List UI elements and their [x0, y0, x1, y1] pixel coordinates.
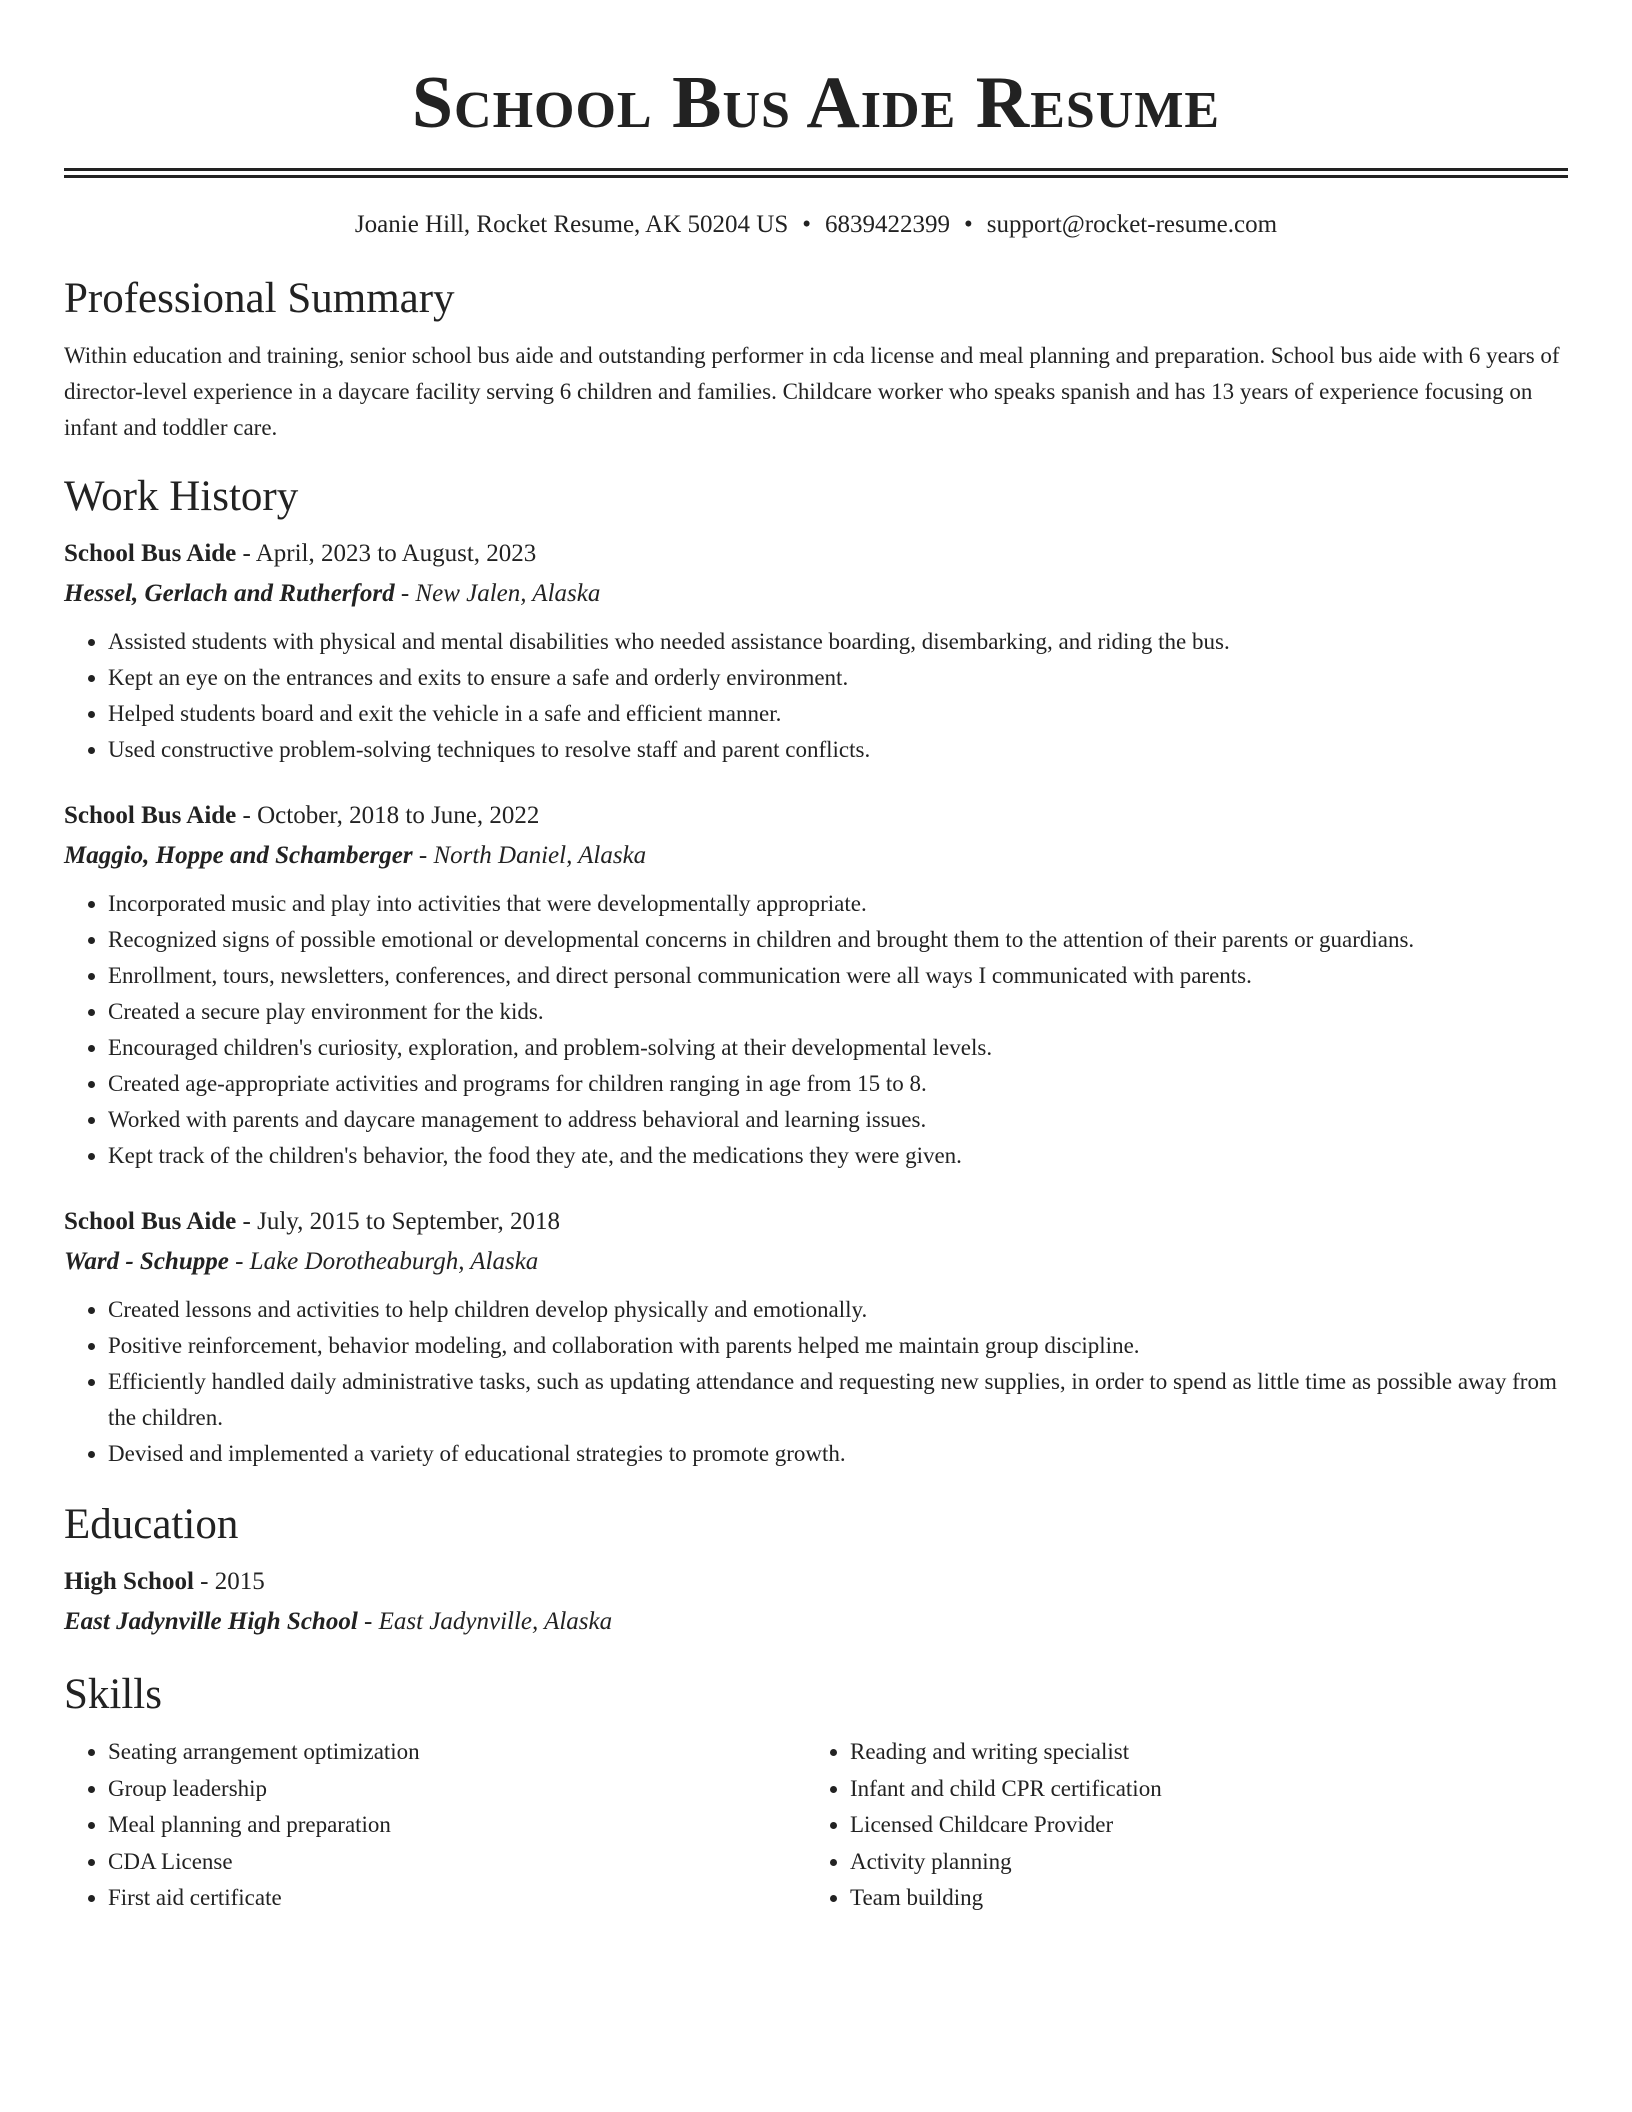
job-bullets	[64, 1292, 1568, 1472]
skill-item: • CDA License	[108, 1844, 806, 1881]
skill-item: • Seating arrangement optimization	[108, 1734, 806, 1771]
job-bullet: • Positive reinforcement, behavior modeling, and collaboration with parents helped me maintain group discipline.	[108, 1328, 1568, 1364]
job-bullets	[64, 886, 1568, 1174]
company-name: Hessel, Gerlach and Rutherford	[64, 580, 395, 607]
document-title: School Bus Aide Resume	[411, 62, 1221, 144]
company-line	[64, 838, 1568, 874]
job-bullet: • Worked with parents and daycare management to address behavioral and learning issues.	[108, 1102, 1568, 1138]
skill-item: • Meal planning and preparation	[108, 1807, 806, 1844]
company-location: - Lake Dorotheaburgh, Alaska	[228, 1248, 539, 1275]
education-heading: Education	[64, 1501, 239, 1548]
job-bullets	[64, 624, 1568, 768]
title-double-rule	[64, 168, 1568, 178]
job-entry-1	[64, 536, 1568, 768]
degree: High School	[64, 1568, 194, 1595]
degree-line	[64, 1564, 1568, 1600]
job-bullet: • Created lessons and activities to help children develop physically and emotionally.	[108, 1292, 1568, 1328]
school-name: East Jadynville High School	[64, 1608, 358, 1635]
skill-item: • Group leadership	[108, 1771, 806, 1808]
skill-item: • First aid certificate	[108, 1880, 806, 1917]
company-line	[64, 576, 1568, 612]
company-line	[64, 1244, 1568, 1280]
school-location: - East Jadynville, Alaska	[357, 1608, 613, 1635]
summary-text: Within education and training, senior school bus aide and outstanding performer in cda license and meal planning and preparation. School bus aide with 6 years of director-level experience in a daycare facility serving 6 children and families. Childcare worker who speaks spanish and has 13 years of experience focusing on infant and toddler care.	[64, 343, 1560, 440]
contact-line	[64, 208, 1568, 242]
job-title-line	[64, 798, 1568, 834]
resume-page	[64, 0, 1568, 1917]
contact-address: Joanie Hill, Rocket Resume, AK 50204 US	[354, 211, 789, 238]
company-name: Ward - Schuppe	[64, 1248, 229, 1275]
job-bullet: • Helped students board and exit the vehicle in a safe and efficient manner.	[108, 696, 1568, 732]
job-bullet: • Kept an eye on the entrances and exits to ensure a safe and orderly environment.	[108, 660, 1568, 696]
contact-separator: •	[802, 211, 811, 238]
job-bullet: • Assisted students with physical and mental disabilities who needed assistance boarding, disembarking, and riding the bus.	[108, 624, 1568, 660]
contact-email: support@rocket-resume.com	[986, 211, 1278, 238]
job-title: School Bus Aide	[64, 540, 237, 567]
skills-grid	[64, 1734, 1568, 1917]
skills-column-left	[64, 1734, 806, 1917]
job-dates: - October, 2018 to June, 2022	[236, 802, 540, 829]
job-title: School Bus Aide	[64, 1208, 237, 1235]
skills-column-right	[806, 1734, 1548, 1917]
skill-item: • Team building	[850, 1880, 1548, 1917]
company-location: - North Daniel, Alaska	[412, 842, 647, 869]
job-entry-3	[64, 1204, 1568, 1472]
job-dates: - July, 2015 to September, 2018	[236, 1208, 561, 1235]
skill-item: • Activity planning	[850, 1844, 1548, 1881]
job-bullet: • Incorporated music and play into activities that were developmentally appropriate.	[108, 886, 1568, 922]
skills-heading: Skills	[64, 1671, 162, 1718]
education-entry	[64, 1564, 1568, 1640]
job-bullet: • Efficiently handled daily administrative tasks, such as updating attendance and requesting new supplies, in order to spend as little time as possible away from the children.	[108, 1364, 1568, 1436]
job-bullet: • Encouraged children's curiosity, exploration, and problem-solving at their developmental levels.	[108, 1030, 1568, 1066]
skill-item: • Infant and child CPR certification	[850, 1771, 1548, 1808]
job-bullet: • Enrollment, tours, newsletters, conferences, and direct personal communication were all ways I communicated with parents.	[108, 958, 1568, 994]
job-bullet: • Used constructive problem-solving techniques to resolve staff and parent conflicts.	[108, 732, 1568, 768]
job-bullet: • Kept track of the children's behavior, the food they ate, and the medications they were given.	[108, 1138, 1568, 1174]
job-title-line	[64, 1204, 1568, 1240]
skill-item: • Reading and writing specialist	[850, 1734, 1548, 1771]
skill-item: • Licensed Childcare Provider	[850, 1807, 1548, 1844]
job-title-line	[64, 536, 1568, 572]
graduation-year: - 2015	[193, 1568, 265, 1595]
job-entry-2	[64, 798, 1568, 1174]
job-bullet: • Created age-appropriate activities and programs for children ranging in age from 15 to 8.	[108, 1066, 1568, 1102]
contact-separator: •	[964, 211, 973, 238]
job-bullet: • Recognized signs of possible emotional or developmental concerns in children and brought them to the attention of their parents or guardians.	[108, 922, 1568, 958]
skills-list-right	[806, 1734, 1548, 1917]
company-location: - New Jalen, Alaska	[394, 580, 601, 607]
job-bullet: • Devised and implemented a variety of educational strategies to promote growth.	[108, 1436, 1568, 1472]
summary-heading: Professional Summary	[64, 275, 455, 322]
company-name: Maggio, Hoppe and Schamberger	[64, 842, 413, 869]
school-line	[64, 1604, 1568, 1640]
skills-list-left	[64, 1734, 806, 1917]
job-dates: - April, 2023 to August, 2023	[236, 540, 537, 567]
job-bullet: • Created a secure play environment for the kids.	[108, 994, 1568, 1030]
job-title: School Bus Aide	[64, 802, 237, 829]
contact-phone: 6839422399	[825, 211, 950, 238]
work-history-heading: Work History	[64, 473, 299, 520]
